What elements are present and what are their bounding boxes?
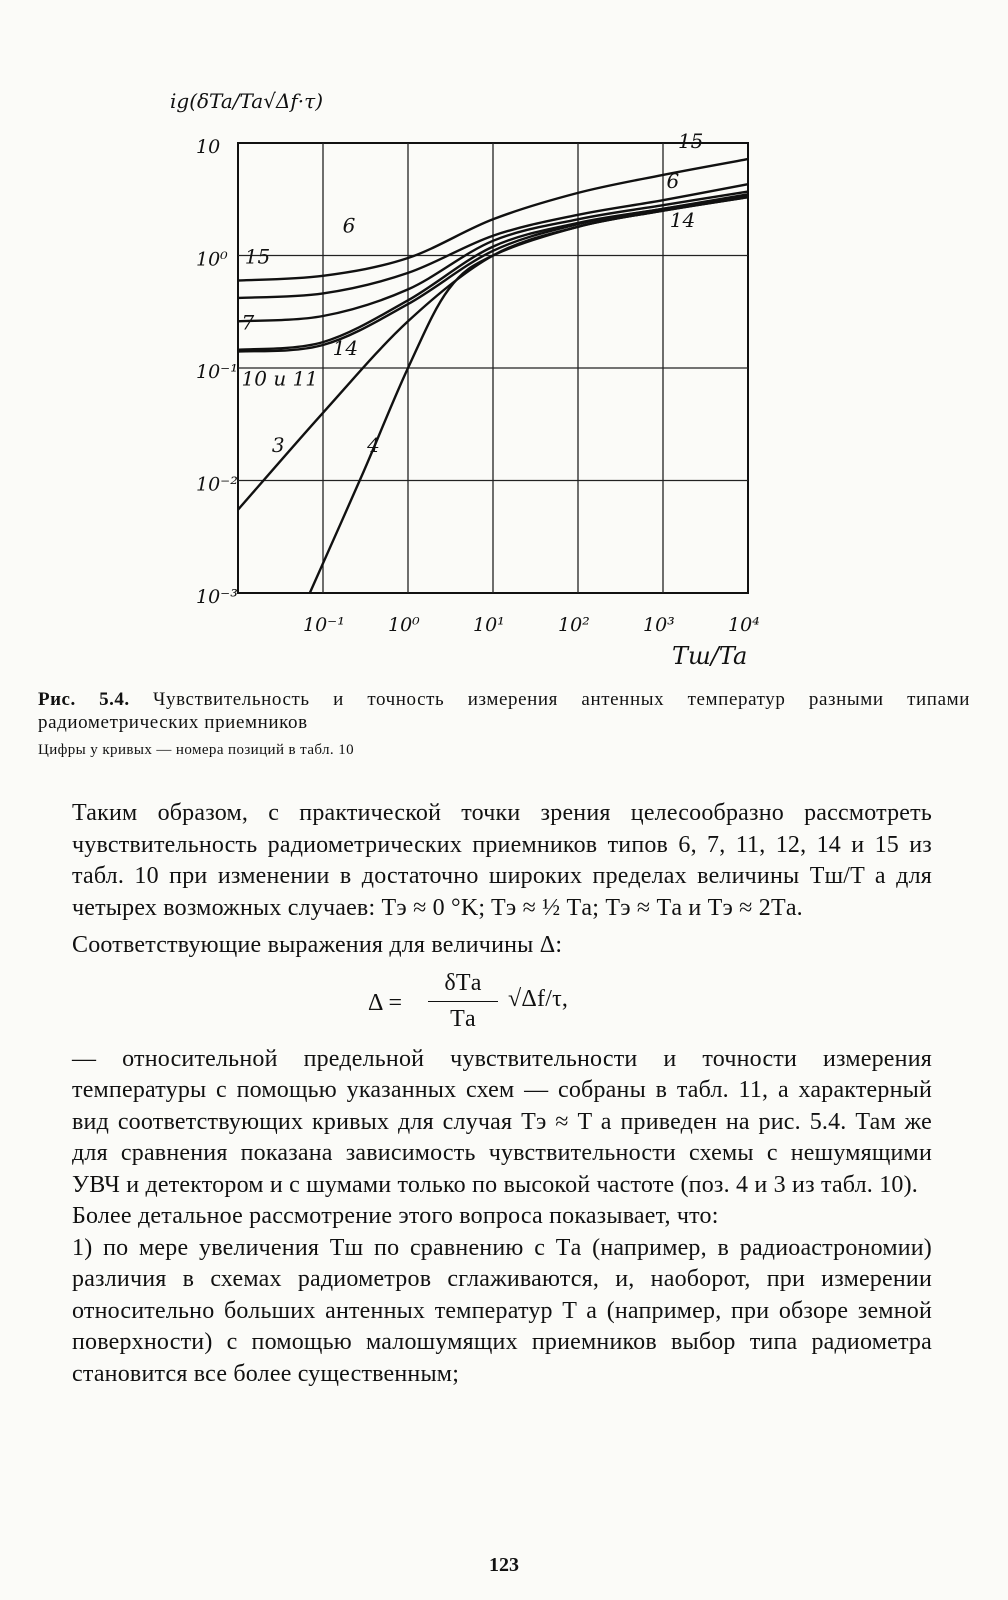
y-tick-label: 10	[196, 136, 221, 158]
y-tick-label: 10⁻³	[196, 586, 238, 608]
sensitivity-chart	[0, 0, 1008, 680]
page-number: 123	[489, 1554, 519, 1576]
formula-denominator: Tа	[450, 1006, 476, 1032]
y-tick-label: 10⁻²	[196, 473, 238, 496]
x-tick-label: 10³	[643, 614, 675, 636]
x-axis-label: Tш/Ta	[672, 642, 748, 670]
figure-5-4	[0, 0, 1008, 680]
body-text	[72, 798, 932, 1390]
paragraph-4: Более детальное рассмотрение этого вопроса показывает, что:	[72, 1203, 719, 1229]
formula-root: √Δf/τ,	[508, 985, 569, 1012]
paragraph-3: — относительной предельной чувствительности и точности измерения температуры с помощью указанных схем — собраны в табл. 11, а характерный вид соответствующих кривых для случая Tэ ≈ T а приведен на рис. 5.4. Там же для сравнения показана зависимость чувствительности схемы с нешумящими УВЧ и детектором и с шумами только по высокой частоте (поз. 4 и 3 из табл. 10).	[72, 1045, 932, 1198]
formula-lhs: Δ =	[368, 989, 403, 1016]
y-tick-label: 10⁻¹	[196, 361, 238, 383]
formula-numerator: δTа	[428, 968, 498, 1003]
curve-label: 15	[677, 129, 704, 154]
paragraph-1: Таким образом, с практической точки зрения целесообразно рассмотреть чувствительность радиометрических приемников типов 6, 7, 11, 12, 14 и 15 из табл. 10 при изменении в достаточно широких пределах величины Tш/T а для четырех возможных случаев: Tэ ≈ 0 °K; Tэ ≈ ½ Tа; Tэ ≈ Tа и Tэ ≈ 2Tа.	[72, 800, 932, 921]
curve-label: 6	[342, 213, 356, 238]
curve-4	[310, 197, 748, 593]
x-tick-label: 10²	[558, 614, 590, 636]
x-tick-label: 10¹	[473, 614, 505, 636]
curve-label: 14	[669, 207, 696, 232]
caption-note: Цифры у кривых — номера позиций в табл. 10	[38, 742, 355, 758]
y-tick-label: 10⁰	[196, 248, 228, 271]
caption-main	[38, 688, 970, 734]
curve-label: 4	[367, 432, 380, 457]
curve-label: 14	[332, 336, 359, 361]
x-tick-label: 10⁰	[388, 614, 420, 636]
curve-label: 3	[271, 432, 285, 457]
caption-text: Чувствительность и точность измерения антенных температур разными типами радиометрических приемников	[38, 689, 970, 733]
curve-label: 6	[666, 168, 680, 193]
x-tick-label: 10⁻¹	[303, 614, 345, 636]
paragraph-5: 1) по мере увеличения Tш по сравнению с Tа (например, в радиоастрономии) различия в схемах радиометров сглаживаются, и, наоборот, при измерении относительно больших антенных температур T а (например, при обзоре земной поверхности) с помощью малошумящих приемников выбор типа радиометра становится все более существенным;	[72, 1234, 932, 1387]
curve-label: 10 и 11	[241, 366, 319, 391]
formula-fraction	[428, 968, 498, 1036]
curve-label: 7	[241, 310, 255, 335]
curve-label: 15	[244, 244, 271, 269]
x-tick-label: 10⁴	[728, 614, 760, 636]
delta-formula	[72, 968, 932, 1034]
paragraph-2: Соответствующие выражения для величины Δ:	[72, 932, 563, 958]
caption-label: Рис. 5.4.	[38, 689, 130, 710]
figure-caption	[38, 688, 970, 759]
y-axis-label: ig(δTa/Ta√Δf·τ)	[170, 89, 324, 113]
